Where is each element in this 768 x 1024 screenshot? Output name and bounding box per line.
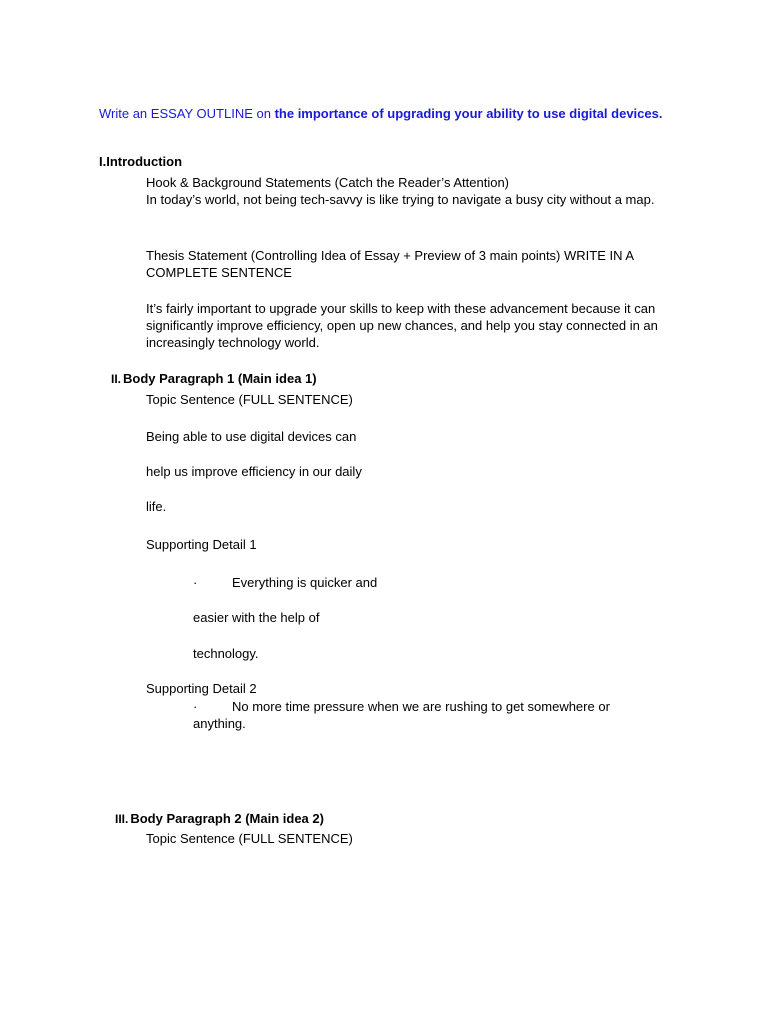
hook-text: In today’s world, not being tech-savvy is like trying to navigate a busy city without a map. <box>146 192 655 207</box>
body1-detail2-line1: No more time pressure when we are rushing to get somewhere or <box>232 699 610 714</box>
detail2-bullet: · <box>193 699 198 714</box>
body1-detail1-line3: technology. <box>193 646 259 661</box>
detail1-bullet: · <box>193 575 198 590</box>
body1-numeral: II. <box>111 372 122 386</box>
body1-detail1-label: Supporting Detail 1 <box>146 537 257 552</box>
introduction-heading: I.Introduction <box>99 154 183 169</box>
body1-heading: Body Paragraph 1 (Main idea 1) <box>123 371 317 386</box>
prompt-topic: the importance of upgrading your ability to use digital devices. <box>274 106 663 121</box>
body2-heading-row <box>115 810 324 828</box>
body1-topic-line3: life. <box>146 499 167 514</box>
body1-detail2-line2: anything. <box>193 716 246 731</box>
thesis-label: Thesis Statement (Controlling Idea of Essay + Preview of 3 main points) WRITE IN A COMPLETE SENTENCE <box>146 248 634 280</box>
body1-heading-row <box>111 370 317 388</box>
hook-label: Hook & Background Statements (Catch the Reader’s Attention) <box>146 175 509 190</box>
body1-topic-label: Topic Sentence (FULL SENTENCE) <box>146 392 353 407</box>
body2-topic-label: Topic Sentence (FULL SENTENCE) <box>146 831 353 846</box>
body1-detail1-line1: Everything is quicker and <box>232 575 378 590</box>
body1-detail2-label: Supporting Detail 2 <box>146 681 257 696</box>
body2-heading: Body Paragraph 2 (Main idea 2) <box>130 811 324 826</box>
body1-detail1-line2: easier with the help of <box>193 610 320 625</box>
essay-prompt <box>99 105 679 122</box>
body1-topic-line2: help us improve efficiency in our daily <box>146 464 362 479</box>
body2-numeral: III. <box>115 812 129 826</box>
thesis-text: It’s fairly important to upgrade your skills to keep with these advancement because it can significantly improve efficiency, open up new chances, and help you stay connected in an increasingly technology world. <box>146 301 658 350</box>
body1-topic-line1: Being able to use digital devices can <box>146 429 357 444</box>
prompt-lead: Write an ESSAY OUTLINE on <box>99 106 275 121</box>
